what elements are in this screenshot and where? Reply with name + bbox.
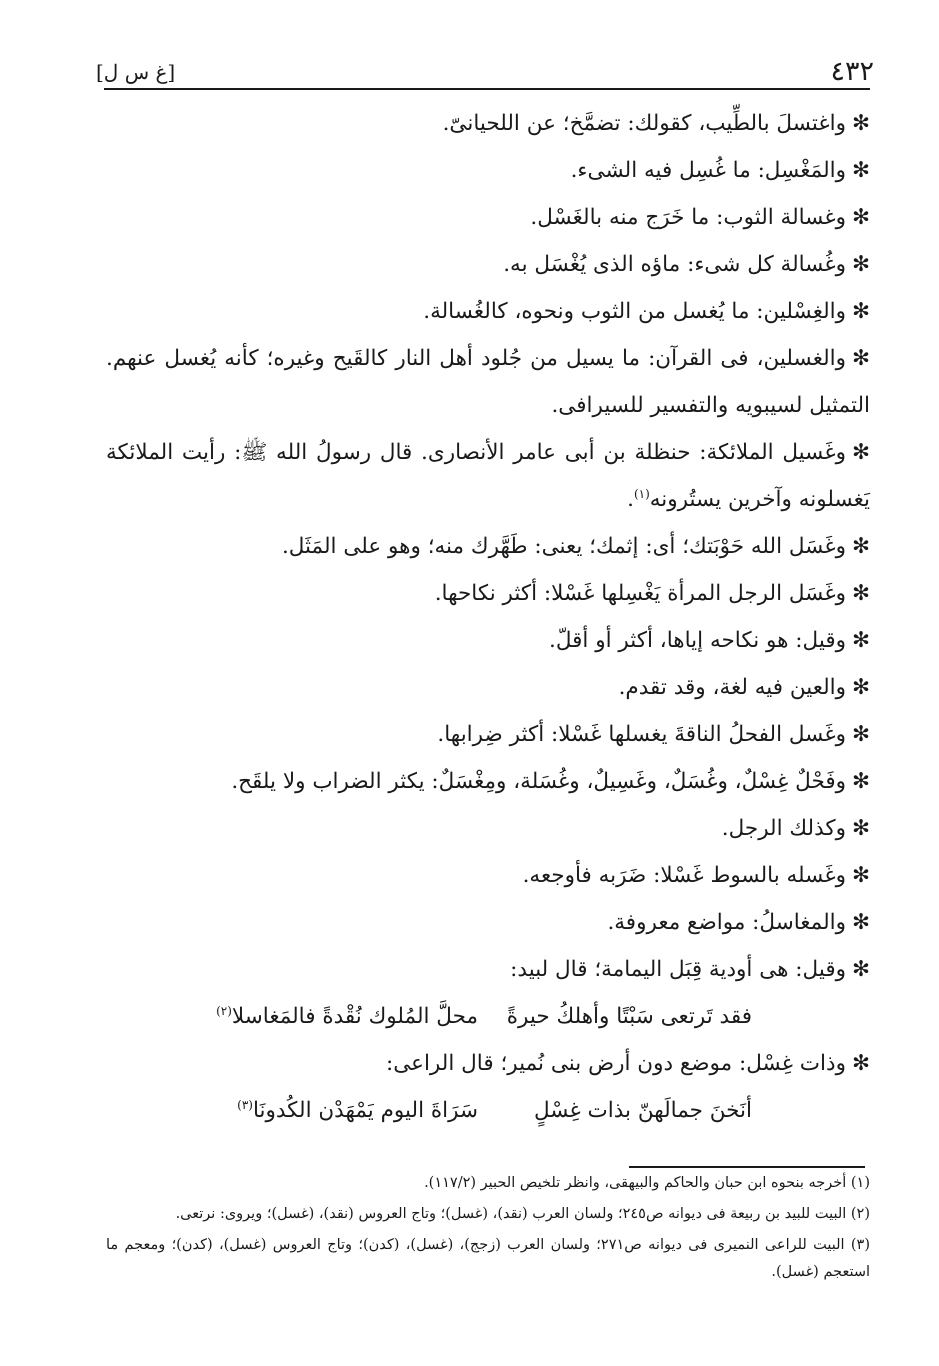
asterisk-icon: ✻	[851, 628, 870, 653]
entry: ✻وقيل: هو نكاحه إياها، أكثر أو أقلّ.	[549, 628, 870, 653]
entry: ✻والغسلين، فى القرآن: ما يسيل من جُلود أهل النار كالقَيح وغيره؛ كأنه يُغسل عنهم. التمثيل لسيبويه والتفسير للسيرافى.	[106, 346, 870, 418]
asterisk-icon: ✻	[851, 769, 870, 794]
entry: ✻وغَسل الفحلُ الناقةَ يغسلها غَسْلا: أكثر ضِرابها.	[437, 722, 870, 747]
footnote-marker: (١)	[633, 486, 650, 501]
footnote: (١) أخرجه بنحوه ابن حبان والحاكم والبيهقى، وانظر تلخيص الحبير (١١٧/٢).	[424, 1175, 870, 1191]
verse-line	[106, 993, 870, 1040]
asterisk-icon: ✻	[851, 1051, 870, 1076]
asterisk-icon: ✻	[851, 299, 870, 324]
verse-hemistich: فقد تَرتعى سَبْتًا وأهلكُ حيرةً	[506, 1004, 752, 1029]
asterisk-icon: ✻	[851, 910, 870, 935]
asterisk-icon: ✻	[851, 205, 870, 230]
entry: ✻وفَحْلٌ غِسْلٌ، وغُسَلٌ، وغَسِيلٌ، وغُسَلة، ومِغْسَلٌ: يكثر الضراب ولا يلقَح.	[231, 769, 870, 794]
verse-line	[106, 1087, 870, 1134]
entry: ✻وكذلك الرجل.	[721, 816, 870, 841]
entry: ✻وغَسَل الرجل المرأة يَغْسِلها غَسْلا: أكثر نكاحها.	[434, 581, 870, 606]
entry: ✻والعين فيه لغة، وقد تقدم.	[618, 675, 870, 700]
entry: ✻وغَسيل الملائكة: حنظلة بن أبى عامر الأنصارى. قال رسولُ الله ﷺ: رأيت الملائكة يَغسلونه وآخرين يستُرونه$^{(١)}$.	[106, 440, 870, 512]
running-header	[96, 52, 874, 92]
footnote: (٢) البيت للبيد بن ربيعة فى ديوانه ص٢٤٥؛ ولسان العرب (نقد)، (غسل)؛ وتاج العروس (نقد)، (غسل)؛ ويروى: نرتعى.	[175, 1206, 870, 1222]
entry: ✻وغُسالة كل شىء: ماؤه الذى يُغْسَل به.	[503, 252, 870, 277]
entry: ✻والمغاسلُ: مواضع معروفة.	[607, 910, 870, 935]
entry: ✻والغِسْلين: ما يُغسل من الثوب ونحوه، كالغُسالة.	[423, 299, 870, 324]
verse-hemistich: محلَّ المُلوك نُقْدةً فالمَغاسلا$^{(٢)}$	[216, 1003, 478, 1029]
page-number: ٤٣٢	[830, 56, 874, 87]
entries-body	[106, 100, 870, 1134]
asterisk-icon: ✻	[851, 252, 870, 277]
footnote-marker: (٣)	[237, 1097, 253, 1112]
asterisk-icon: ✻	[851, 816, 870, 841]
entry: ✻وغَسله بالسوط غَسْلا: ضَرَبه فأوجعه.	[522, 863, 870, 888]
footnote-rule	[629, 1166, 865, 1168]
asterisk-icon: ✻	[851, 346, 870, 371]
asterisk-icon: ✻	[851, 534, 870, 559]
footnote: (٣) البيت للراعى النميرى فى ديوانه ص٢٧١؛ ولسان العرب (زجج)، (غسل)، (كدن)؛ وتاج العروس (غسل)، (كدن)؛ ومعجم ما استعجم (غسل).	[106, 1237, 870, 1280]
footnote-marker: (٢)	[216, 1003, 232, 1018]
asterisk-icon: ✻	[851, 581, 870, 606]
asterisk-icon: ✻	[851, 111, 870, 136]
asterisk-icon: ✻	[851, 957, 870, 982]
root-heading: [غ س ل]	[96, 60, 176, 84]
asterisk-icon: ✻	[851, 158, 870, 183]
verse-hemistich: أنَخنَ جمالَهنّ بذات غِسْلٍ	[534, 1098, 752, 1123]
entry: ✻وغَسَل الله حَوْبَتك؛ أى: إثمك؛ يعنى: طَهَّرك منه؛ وهو على المَثَل.	[281, 534, 870, 559]
footnotes	[106, 1170, 870, 1290]
entry: ✻والمَغْسِل: ما غُسِل فيه الشىء.	[570, 158, 870, 183]
header-rule	[104, 88, 870, 90]
verse-hemistich: سَرَاةَ اليوم يَمْهَدْن الكُدونَا$^{(٣)}$	[237, 1097, 478, 1123]
asterisk-icon: ✻	[851, 722, 870, 747]
asterisk-icon: ✻	[851, 675, 870, 700]
asterisk-icon: ✻	[851, 863, 870, 888]
entry: ✻وغسالة الثوب: ما خَرَج منه بالغَسْل.	[530, 205, 870, 230]
asterisk-icon: ✻	[851, 440, 870, 465]
entry: ✻وقيل: هى أودية قِبَل اليمامة؛ قال لبيد:	[510, 957, 870, 982]
entry: ✻واغتسلَ بالطِّيب، كقولك: تضمَّخ؛ عن اللحيانىّ.	[442, 111, 870, 136]
entry: ✻وذات غِسْل: موضع دون أرض بنى نُمير؛ قال الراعى:	[385, 1051, 870, 1076]
